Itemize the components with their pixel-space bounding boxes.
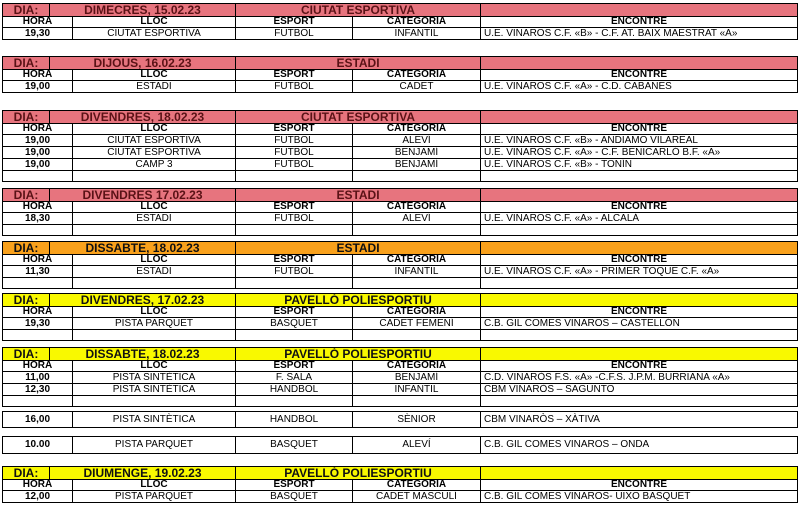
sections-container xyxy=(2,3,801,503)
table-row xyxy=(3,28,798,40)
categoria-cell: ALEVÍ xyxy=(353,437,481,454)
dia-empty-cell xyxy=(481,57,798,70)
esport-cell: BASQUET xyxy=(236,318,353,330)
encontre-cell: C.B. GIL COMES VINAROS – CASTELLÓN xyxy=(481,318,798,330)
column-header-row xyxy=(3,70,798,81)
schedule-section xyxy=(2,466,798,503)
column-header-row xyxy=(3,480,798,491)
venue-cell: ESTADI xyxy=(236,189,481,202)
col-header-hora: HORA xyxy=(3,70,73,81)
col-header-esport: ESPORT xyxy=(236,70,353,81)
col-header-categoria: CATEGORIA xyxy=(353,307,481,318)
esport-cell: FUTBOL xyxy=(236,266,353,278)
lloc-cell-empty xyxy=(73,225,236,236)
hora-cell: 12,00 xyxy=(3,491,73,503)
hora-cell: 11,00 xyxy=(3,372,73,384)
categoria-cell-empty xyxy=(353,171,481,182)
schedule-section xyxy=(2,411,798,428)
col-header-categoria: CATEGORIA xyxy=(353,17,481,28)
categoria-cell: CADET xyxy=(353,81,481,93)
lloc-cell: CAMP 3 xyxy=(73,159,236,171)
dia-label: DIA: xyxy=(3,348,50,361)
categoria-cell: BENJAMÍ xyxy=(353,372,481,384)
hora-cell-empty xyxy=(3,278,73,289)
lloc-cell: CIUTAT ESPORTIVA xyxy=(73,28,236,40)
encontre-cell: U.E. VINAROS C.F. «A» - C.F. BENICARLÓ B.F. «A» xyxy=(481,147,798,159)
col-header-encontre: ENCONTRE xyxy=(481,307,798,318)
dia-empty-cell xyxy=(481,4,798,17)
hora-cell: 19,00 xyxy=(3,159,73,171)
dia-row xyxy=(3,294,798,307)
schedule-section xyxy=(2,293,798,341)
venue-cell: CIUTAT ESPORTIVA xyxy=(236,4,481,17)
col-header-encontre: ENCONTRE xyxy=(481,361,798,372)
table-row xyxy=(3,147,798,159)
lloc-cell-empty xyxy=(73,171,236,182)
encontre-cell: U.E. VINAROS C.F. «A» - C.D. CABANES xyxy=(481,81,798,93)
col-header-lloc: LLOC xyxy=(73,480,236,491)
table-row xyxy=(3,491,798,503)
encontre-cell-empty xyxy=(481,330,798,341)
dia-empty-cell xyxy=(481,189,798,202)
col-header-esport: ESPORT xyxy=(236,202,353,213)
encontre-cell-empty xyxy=(481,225,798,236)
col-header-encontre: ENCONTRE xyxy=(481,480,798,491)
lloc-cell: PISTA PARQUET xyxy=(73,491,236,503)
esport-cell: FUTBOL xyxy=(236,213,353,225)
lloc-cell: CIUTAT ESPORTIVA xyxy=(73,147,236,159)
col-header-encontre: ENCONTRE xyxy=(481,124,798,135)
empty-row xyxy=(3,171,798,182)
col-header-categoria: CATEGORIA xyxy=(353,202,481,213)
dia-row xyxy=(3,57,798,70)
hora-cell-empty xyxy=(3,330,73,341)
dia-row xyxy=(3,467,798,480)
encontre-cell: U.E. VINAROS C.F. «A» - PRIMER TOQUE C.F. «A» xyxy=(481,266,798,278)
esport-cell: FUTBOL xyxy=(236,81,353,93)
lloc-cell-empty xyxy=(73,330,236,341)
col-header-lloc: LLOC xyxy=(73,202,236,213)
venue-cell: ESTADI xyxy=(236,57,481,70)
dia-empty-cell xyxy=(481,294,798,307)
encontre-cell: CBM VINARÒS – XÀTIVA xyxy=(481,412,798,428)
table-row xyxy=(3,384,798,396)
esport-cell-empty xyxy=(236,396,353,407)
day-cell: DIVENDRES, 17.02.23 xyxy=(50,294,236,307)
col-header-categoria: CATEGORIA xyxy=(353,361,481,372)
lloc-cell-empty xyxy=(73,396,236,407)
empty-row xyxy=(3,278,798,289)
schedule-section xyxy=(2,110,798,182)
hora-cell: 11,30 xyxy=(3,266,73,278)
col-header-esport: ESPORT xyxy=(236,307,353,318)
hora-cell-empty xyxy=(3,171,73,182)
dia-label: DIA: xyxy=(3,57,50,70)
dia-label: DIA: xyxy=(3,189,50,202)
column-header-row xyxy=(3,17,798,28)
hora-cell: 18,30 xyxy=(3,213,73,225)
dia-row xyxy=(3,4,798,17)
venue-cell: PAVELLÓ POLIESPORTIU xyxy=(236,467,481,480)
hora-cell: 19,00 xyxy=(3,81,73,93)
categoria-cell: SÈNIOR xyxy=(353,412,481,428)
dia-label: DIA: xyxy=(3,111,50,124)
esport-cell-empty xyxy=(236,225,353,236)
venue-cell: CIUTAT ESPORTIVA xyxy=(236,111,481,124)
encontre-cell-empty xyxy=(481,278,798,289)
col-header-esport: ESPORT xyxy=(236,361,353,372)
col-header-lloc: LLOC xyxy=(73,70,236,81)
encontre-cell-empty xyxy=(481,171,798,182)
lloc-cell: PISTA PARQUET xyxy=(73,437,236,454)
dia-row xyxy=(3,348,798,361)
col-header-categoria: CATEGORIA xyxy=(353,124,481,135)
hora-cell-empty xyxy=(3,396,73,407)
day-cell: DIJOUS, 16.02.23 xyxy=(50,57,236,70)
categoria-cell-empty xyxy=(353,278,481,289)
categoria-cell: CADET MASCULÍ xyxy=(353,491,481,503)
encontre-cell: U.E. VINAROS C.F. «B» - ANDIAMO VILAREAL xyxy=(481,135,798,147)
table-row xyxy=(3,81,798,93)
hora-cell: 19,00 xyxy=(3,135,73,147)
column-header-row xyxy=(3,255,798,266)
encontre-cell: C.D. VINARÒS F.S. «A» -C.F.S. J.P.M. BURRIANA «A» xyxy=(481,372,798,384)
esport-cell-empty xyxy=(236,330,353,341)
esport-cell: HANDBOL xyxy=(236,412,353,428)
encontre-cell: U.E. VINAROS C.F. «B» - TONÍN xyxy=(481,159,798,171)
col-header-encontre: ENCONTRE xyxy=(481,17,798,28)
hora-cell: 19,30 xyxy=(3,318,73,330)
lloc-cell: PISTA PARQUET xyxy=(73,318,236,330)
venue-cell: ESTADI xyxy=(236,242,481,255)
table-row xyxy=(3,437,798,454)
hora-cell: 19,30 xyxy=(3,28,73,40)
col-header-encontre: ENCONTRE xyxy=(481,70,798,81)
table-row xyxy=(3,159,798,171)
categoria-cell: BENJAMÍ xyxy=(353,147,481,159)
categoria-cell-empty xyxy=(353,225,481,236)
col-header-hora: HORA xyxy=(3,17,73,28)
esport-cell: BASQUET xyxy=(236,491,353,503)
categoria-cell-empty xyxy=(353,330,481,341)
dia-label: DIA: xyxy=(3,4,50,17)
dia-label: DIA: xyxy=(3,467,50,480)
encontre-cell: C.B. GIL COMES VINAROS – ONDA xyxy=(481,437,798,454)
col-header-lloc: LLOC xyxy=(73,361,236,372)
dia-empty-cell xyxy=(481,242,798,255)
esport-cell-empty xyxy=(236,278,353,289)
lloc-cell: PISTA SINTÈTICA xyxy=(73,384,236,396)
lloc-cell: PISTA SINTÈTICA xyxy=(73,372,236,384)
col-header-hora: HORA xyxy=(3,480,73,491)
schedule-section xyxy=(2,188,798,236)
col-header-hora: HORA xyxy=(3,202,73,213)
esport-cell: FUTBOL xyxy=(236,135,353,147)
encontre-cell: U.E. VINAROS C.F. «A» - ALCALÁ xyxy=(481,213,798,225)
col-header-categoria: CATEGORIA xyxy=(353,480,481,491)
day-cell: DISSABTE, 18.02.23 xyxy=(50,348,236,361)
lloc-cell: ESTADI xyxy=(73,266,236,278)
encontre-cell: CBM VINARÒS – SAGUNTO xyxy=(481,384,798,396)
hora-cell-empty xyxy=(3,225,73,236)
categoria-cell: INFANTIL xyxy=(353,384,481,396)
col-header-esport: ESPORT xyxy=(236,480,353,491)
lloc-cell-empty xyxy=(73,278,236,289)
col-header-lloc: LLOC xyxy=(73,124,236,135)
esport-cell: FUTBOL xyxy=(236,28,353,40)
column-header-row xyxy=(3,202,798,213)
lloc-cell: CIUTAT ESPORTIVA xyxy=(73,135,236,147)
column-header-row xyxy=(3,361,798,372)
dia-row xyxy=(3,242,798,255)
col-header-lloc: LLOC xyxy=(73,255,236,266)
dia-label: DIA: xyxy=(3,294,50,307)
empty-row xyxy=(3,330,798,341)
day-cell: DIUMENGE, 19.02.23 xyxy=(50,467,236,480)
col-header-esport: ESPORT xyxy=(236,124,353,135)
day-cell: DIMECRES, 15.02.23 xyxy=(50,4,236,17)
day-cell: DIVENDRES 17.02.23 xyxy=(50,189,236,202)
table-row xyxy=(3,266,798,278)
categoria-cell: BENJAMÍ xyxy=(353,159,481,171)
hora-cell: 19,00 xyxy=(3,147,73,159)
dia-empty-cell xyxy=(481,348,798,361)
column-header-row xyxy=(3,307,798,318)
hora-cell: 10.00 xyxy=(3,437,73,454)
col-header-hora: HORA xyxy=(3,307,73,318)
esport-cell: HANDBOL xyxy=(236,384,353,396)
table-row xyxy=(3,412,798,428)
categoria-cell: CADET FEMENÍ xyxy=(353,318,481,330)
col-header-encontre: ENCONTRE xyxy=(481,255,798,266)
day-cell: DIVENDRES, 18.02.23 xyxy=(50,111,236,124)
esport-cell-empty xyxy=(236,171,353,182)
schedule-section xyxy=(2,436,798,454)
venue-cell: PAVELLÓ POLIESPORTIU xyxy=(236,348,481,361)
col-header-hora: HORA xyxy=(3,124,73,135)
hora-cell: 12,30 xyxy=(3,384,73,396)
table-row xyxy=(3,213,798,225)
col-header-hora: HORA xyxy=(3,361,73,372)
dia-row xyxy=(3,111,798,124)
col-header-hora: HORA xyxy=(3,255,73,266)
table-row xyxy=(3,318,798,330)
empty-row xyxy=(3,396,798,407)
schedule-section xyxy=(2,56,798,93)
lloc-cell: PISTA SINTÈTICA xyxy=(73,412,236,428)
esport-cell: FUTBOL xyxy=(236,159,353,171)
table-row xyxy=(3,372,798,384)
hora-cell: 16,00 xyxy=(3,412,73,428)
categoria-cell: ALEVÍ xyxy=(353,213,481,225)
schedule-section xyxy=(2,347,798,407)
table-row xyxy=(3,135,798,147)
day-cell: DISSABTE, 18.02.23 xyxy=(50,242,236,255)
esport-cell: F. SALA xyxy=(236,372,353,384)
dia-empty-cell xyxy=(481,467,798,480)
encontre-cell-empty xyxy=(481,396,798,407)
dia-label: DIA: xyxy=(3,242,50,255)
lloc-cell: ESTADI xyxy=(73,81,236,93)
categoria-cell-empty xyxy=(353,396,481,407)
encontre-cell: U.E. VINAROS C.F. «B» - C.F. AT. BAIX MAESTRAT «A» xyxy=(481,28,798,40)
col-header-esport: ESPORT xyxy=(236,255,353,266)
schedule-section xyxy=(2,3,798,40)
encontre-cell: C.B. GIL COMES VINAROS- UIXO BASQUET xyxy=(481,491,798,503)
col-header-categoria: CATEGORIA xyxy=(353,255,481,266)
col-header-encontre: ENCONTRE xyxy=(481,202,798,213)
schedule-section xyxy=(2,241,798,289)
empty-row xyxy=(3,225,798,236)
dia-empty-cell xyxy=(481,111,798,124)
col-header-categoria: CATEGORIA xyxy=(353,70,481,81)
categoria-cell: INFANTIL xyxy=(353,28,481,40)
categoria-cell: INFANTIL xyxy=(353,266,481,278)
dia-row xyxy=(3,189,798,202)
col-header-lloc: LLOC xyxy=(73,307,236,318)
lloc-cell: ESTADI xyxy=(73,213,236,225)
esport-cell: BASQUET xyxy=(236,437,353,454)
col-header-lloc: LLOC xyxy=(73,17,236,28)
col-header-esport: ESPORT xyxy=(236,17,353,28)
esport-cell: FUTBOL xyxy=(236,147,353,159)
venue-cell: PAVELLÓ POLIESPORTIU xyxy=(236,294,481,307)
categoria-cell: ALEVÍ xyxy=(353,135,481,147)
column-header-row xyxy=(3,124,798,135)
